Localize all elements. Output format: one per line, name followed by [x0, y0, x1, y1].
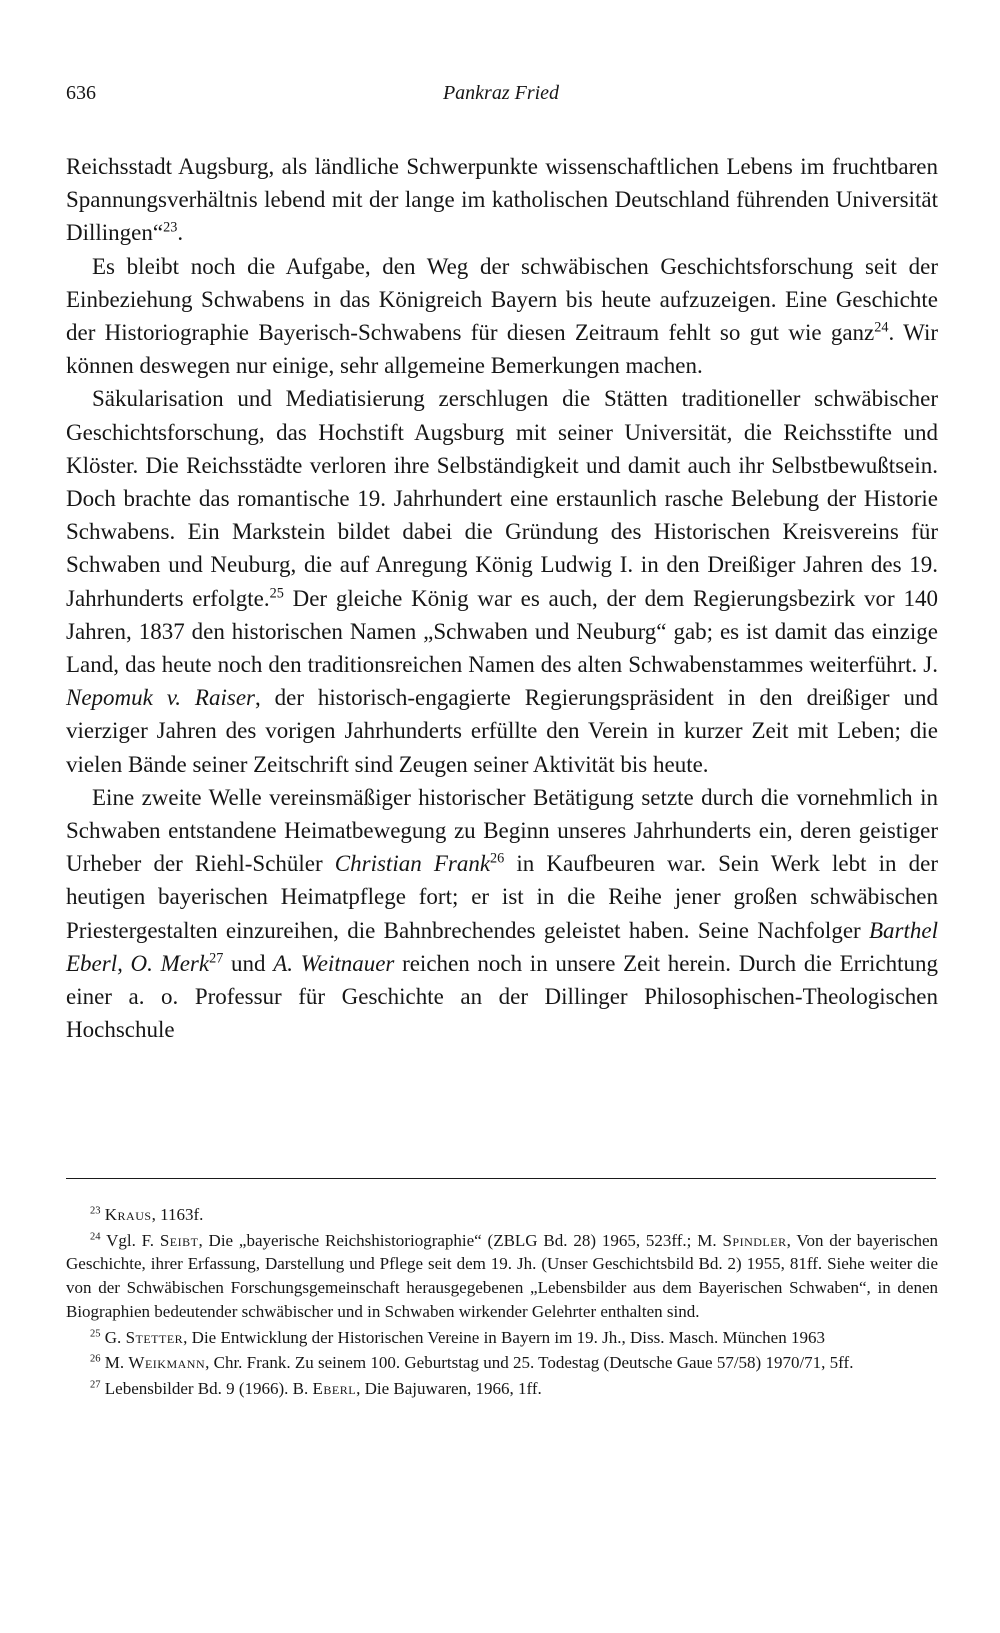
footnote-text: , Von der bayerischen Geschichte, ihrer Erfassung, Darstellung und Pflege seit dem 19. Jh. (Unser Geschichtsbild Bd. 2) 1955, 81ff. Siehe weiter die von der Schwäbischen Forschungsgemeinschaft herausgegebenen „Lebensbilder aus dem Bayerischen Schwaben“, in denen Biographien bedeutender schwäbischer und in Schwaben wirkender Gelehrter enthalten sind. [66, 1230, 938, 1321]
footnote-author: Eberl [312, 1378, 357, 1398]
paragraph [66, 150, 938, 250]
footnote-author: Spindler [722, 1230, 787, 1250]
footnote [66, 1203, 938, 1227]
paragraph-text: Eine zweite Welle vereinsmäßiger historischer Betätigung setzte durch die vornehmlich in Schwaben entstandene Heimatbewegung zu Beginn unseres Jahrhunderts ein, deren geistiger Urheber der Riehl-Schüler [66, 784, 938, 877]
person-name: Nepomuk v. Raiser [66, 685, 255, 711]
footnote-number: 26 [90, 1353, 101, 1365]
footnote-ref-26: 26 [490, 850, 505, 867]
paragraph-text: Der gleiche König war es auch, der dem Regierungsbezirk vor 140 Jahren, 1837 den historischen Namen „Schwaben und Neuburg“ gab; es ist damit das einzige Land, das heute noch den traditionsreichen Namen des alten Schwabenstammes weiterführt. J. [66, 585, 938, 678]
paragraph-text: Säkularisation und Mediatisierung zerschlugen die Stätten traditioneller schwäbischer Geschichtsforschung, das Hochstift Augsburg mit seiner Universität, die Reichsstifte und Klöster. Die Reichsstädte verloren ihre Selbständigkeit und damit auch ihr Selbstbewußtsein. Doch brachte das romantische 19. Jahrhundert eine erstaunlich rasche Belebung der Historie Schwabens. Ein Markstein bildet dabei die Gründung des Historischen Kreisvereins für Schwaben und Neuburg, die auf Anregung König Ludwig I. in den Dreißiger Jahren des 19. Jahrhunderts erfolgte. [66, 386, 938, 611]
body-text [66, 150, 938, 1046]
footnote-author: Weikmann [128, 1353, 206, 1373]
footnote-author: Seibt [159, 1230, 199, 1250]
footnote-text: Lebensbilder Bd. 9 (1966). B. [104, 1378, 313, 1398]
paragraph [66, 781, 938, 1047]
paragraph-text: und [223, 950, 274, 976]
paragraph-text: . Wir können deswegen nur einige, sehr allgemeine Bemerkungen machen. [66, 320, 938, 379]
paragraph-text: . [177, 220, 184, 246]
footnote-number: 27 [90, 1379, 101, 1391]
person-name: Barthel Eberl, O. Merk [66, 917, 938, 976]
footnote-text: M. [104, 1353, 129, 1373]
paragraph [66, 250, 938, 383]
footnote-text: Vgl. F. [106, 1230, 160, 1250]
footnote-number: 24 [90, 1231, 101, 1243]
paragraph-text: in Kaufbeuren war. Sein Werk lebt in der heutigen bayerischen Heimatpflege fort; er ist in die Reihe jener großen schwäbischen Priestergestalten einzureihen, die Bahnbrechendes geleistet haben. Seine Nachfolger [66, 851, 939, 943]
footnote-author: Kraus [104, 1205, 152, 1224]
footnote-number: 23 [90, 1205, 101, 1217]
footnote-text: , Die Entwicklung der Historischen Vereine in Bayern im 19. Jh., Diss. Masch. München 1963 [183, 1327, 825, 1347]
person-name: Christian Frank [334, 851, 491, 877]
footnote-text: , Chr. Frank. Zu seinem 100. Geburtstag und 25. Todestag (Deutsche Gaue 57/58) 1970/71, 5ff. [205, 1353, 854, 1373]
page-number: 636 [66, 82, 96, 104]
running-head: Pankraz Fried [442, 82, 560, 104]
footnote-text: G. [104, 1327, 126, 1347]
footnote-author: Stetter [125, 1327, 184, 1347]
footnote-ref-25: 25 [269, 584, 284, 601]
paragraph-text: reichen noch in unsere Zeit herein. Durch die Errichtung einer a. o. Professur für Geschichte an der Dillinger Philosophischen-Theologischen Hochschule [66, 950, 938, 1043]
paragraph-text: Reichsstadt Augsburg, als ländliche Schwerpunkte wissenschaftlichen Lebens im fruchtbaren Spannungsverhältnis lebend mit der lange im katholischen Deutschland führenden Universität Dillingen“ [66, 154, 938, 246]
footnote [66, 1351, 938, 1375]
page-header [66, 82, 936, 108]
footnote-ref-27: 27 [209, 950, 224, 967]
footnote-text: , Die „bayerische Reichshistoriographie“ (ZBLG Bd. 28) 1965, 523ff.; M. [198, 1230, 723, 1250]
paragraph-text: Es bleibt noch die Aufgabe, den Weg der schwäbischen Geschichtsforschung seit der Einbeziehung Schwabens in das Königreich Bayern bis heute aufzuzeigen. Eine Geschichte der Historiographie Bayerisch-Schwabens für diesen Zeitraum fehlt so gut wie ganz [66, 253, 938, 346]
footnote-text: , Die Bajuwaren, 1966, 1ff. [356, 1378, 542, 1398]
footnote-divider [66, 1178, 936, 1179]
footnote [66, 1377, 938, 1401]
person-name: A. Weitnauer [273, 950, 395, 976]
paragraph [66, 382, 938, 780]
footnote [66, 1229, 938, 1324]
footnotes [66, 1203, 938, 1403]
paragraph-text: , der historisch-engagierte Regierungspräsident in den dreißiger und vierziger Jahren des vorigen Jahrhunderts erfüllte den Verein in kurzer Zeit mit Leben; die vielen Bände seiner Zeitschrift sind Zeugen seiner Aktivität bis heute. [66, 685, 938, 777]
footnote-ref-24: 24 [874, 319, 889, 336]
footnote-ref-23: 23 [163, 219, 178, 236]
footnote-number: 25 [90, 1327, 101, 1339]
footnote [66, 1326, 938, 1350]
footnote-text: , 1163f. [151, 1205, 204, 1224]
